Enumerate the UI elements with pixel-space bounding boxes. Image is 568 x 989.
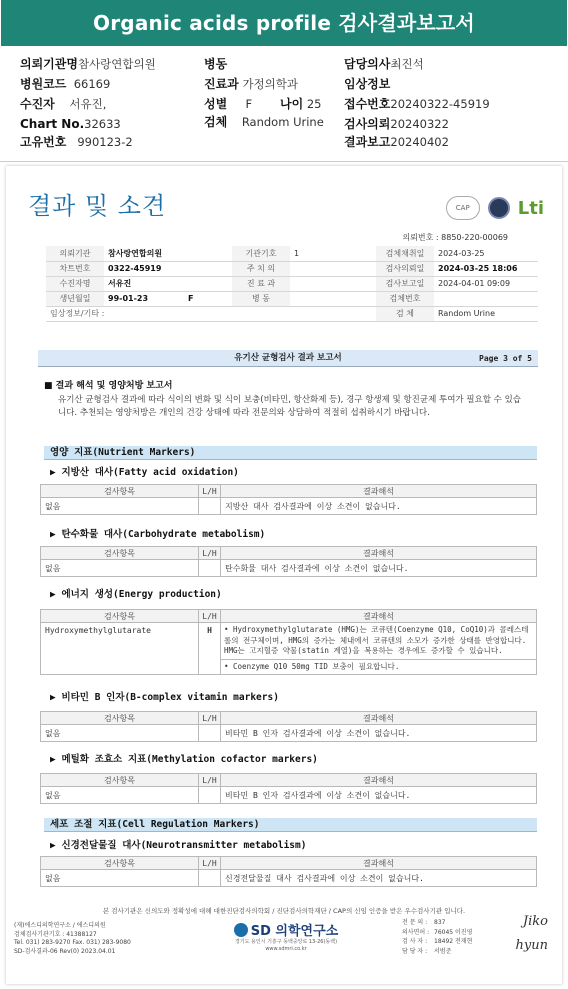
report-section-title: 결과 및 소견 <box>28 192 167 220</box>
receipt-field: 접수번호20240322-45919 <box>344 97 490 111</box>
fatty-acid-title: ▶ 지방산 대사(Fatty acid oxidation) <box>50 464 239 478</box>
energy-note: • Coenzyme Q10 50mg TID 보충이 필요합니다. <box>224 661 400 671</box>
accreditation-notice: 본 검사기관은 신의도와 정확성에 대해 대한진단검사의학회 / 진단검사의학재단 / CAP의 신임 인증을 받은 우수검사기관 입니다. <box>102 907 466 915</box>
clinical-field: 임상정보 <box>344 77 391 91</box>
report-title-bar: Organic acids profile 검사결과보고서 <box>1 0 567 46</box>
methylation-title: ▶ 메틸화 조효소 지표(Methylation cofactor markers) <box>50 751 318 765</box>
seal-logo <box>488 197 510 219</box>
request-info <box>46 232 538 322</box>
request-field: 검사의뢰20240322 <box>344 117 449 131</box>
interp-heading: ■ 결과 해석 및 영양처방 보고서 <box>44 378 173 391</box>
page-indicator: Page 3 of 5 <box>479 354 532 363</box>
info-row: 의뢰기관 참사랑연합의원 기관기호 1 검체채취일 2024-03-25 <box>46 246 538 261</box>
cell-markers-header: 세포 조절 지표(Cell Regulation Markers) <box>44 818 537 832</box>
table-row: 없음 탄수화물 대사 검사결과에 이상 소견이 없습니다. <box>41 560 537 577</box>
footer-lab-logo: SD 의학연구소 경기도 용인시 기흥구 동백중앙로 13-26(동백) www.sdmri.co.kr <box>234 924 339 952</box>
footer-lab-info: (재)에스디의학연구소 / 에스디의원 검체검사기관기호 : 41388127 Tel. 031) 283-9270 Fax. 031) 283-9080 SD-검사결과-06 Rev(0) 2023.04.01 <box>14 922 131 955</box>
report-banner: 유기산 균형검사 결과 보고서 Page 3 of 5 <box>38 350 538 367</box>
info-row: 차트번호 0322-45919 주 치 의 검사의뢰일 2024-03-25 18:06 <box>46 261 538 276</box>
report-date-field: 결과보고20240402 <box>344 135 449 149</box>
methylation-table: 검사항목 L/H 결과해석 없음 비타민 B 인자 검사결과에 이상 소견이 없습니다. <box>40 773 537 804</box>
table-row: 없음 지방산 대사 검사결과에 이상 소견이 없습니다. <box>41 498 537 515</box>
cap-logo: CAP <box>446 196 480 220</box>
info-row: 수진자명 서유진 진 료 과 검사보고일 2024-04-01 09:09 <box>46 276 538 291</box>
info-row: 임상정보/기타 : 검 체 Random Urine <box>46 306 538 321</box>
hospital-field: 의뢰기관명참사랑연합의원 <box>20 57 156 71</box>
carbohydrate-title: ▶ 탄수화물 대사(Carbohydrate metabolism) <box>50 526 265 540</box>
energy-table: 검사항목 L/H 결과해석 Hydroxymethylglutarate H • Hydroxymethylglutarate (HMG)는 코큐텐(Coenzyme Q10, CoQ10)과 콜레스테롤의 전구체이며, HMG의 증가는 체내에서 코큐텐의 소모가 증가한 상태를 반영합니다. HMG는 고지혈증 약물(statin 계열)을 복용하는 경우에도 증가할 수 있습니다. • Coenzyme Q10 50mg TID 보충이 필요합니다. <box>40 609 537 675</box>
interp-text: 유기산 균형검사 결과에 따라 식이의 변화 및 식이 보충(비타민, 항산화제 등), 경구 항생제 및 항진균제 투여가 필요할 수 있습니다. 추천되는 영양처방은 개인의 건강 상태에 따라 전문의와 상담하여 적절히 섭취하시기 바랍니다. <box>58 395 522 418</box>
nutrient-markers-header: 영양 지표(Nutrient Markers) <box>44 446 537 460</box>
patient-header <box>0 50 568 158</box>
table-row: 없음 비타민 B 인자 검사결과에 이상 소견이 없습니다. <box>41 725 537 742</box>
footer-signers: 전 문 의 : 837 의사면허 : 76045 이진영 검 사 자 : 18492 전재현 담 당 자 : 서범준 <box>402 919 473 955</box>
info-row: 생년월일 99-01-23 F 병 동 검체번호 <box>46 291 538 306</box>
patient-field: 수진자 서유진, <box>20 97 107 111</box>
code-field: 병원코드 66169 <box>20 77 111 91</box>
request-no: 의뢰번호 : 8850-220-00069 <box>402 233 508 242</box>
table-row: Hydroxymethylglutarate H • Hydroxymethylglutarate (HMG)는 코큐텐(Coenzyme Q10, CoQ10)과 콜레스테롤의 전구체이며, HMG의 증가는 체내에서 코큐텐의 소모가 증가한 상태를 반영합니다. HMG는 고지혈증 약물(statin 계열)을 복용하는 경우에도 증가할 수 있습니다. • Coenzyme Q10 50mg TID 보충이 필요합니다. <box>41 623 537 675</box>
specimen-field: 검체 Random Urine <box>204 115 324 129</box>
neurotransmitter-title: ▶ 신경전달물질 대사(Neurotransmitter metabolism) <box>50 837 306 851</box>
carbohydrate-table: 검사항목 L/H 결과해석 없음 탄수화물 대사 검사결과에 이상 소견이 없습니다. <box>40 546 537 577</box>
dept-field: 진료과 가정의학과 <box>204 77 298 91</box>
neurotransmitter-table: 검사항목 L/H 결과해석 없음 신경전달물질 대사 검사결과에 이상 소견이 없습니다. <box>40 856 537 887</box>
energy-title: ▶ 에너지 생성(Energy production) <box>50 586 222 600</box>
high-flag: H <box>199 623 221 675</box>
request-info-table <box>46 246 538 322</box>
doctor-field: 담당의사최진석 <box>344 57 424 71</box>
age-field: 나이 25 <box>280 97 322 111</box>
signature-1: Jiko <box>522 914 548 929</box>
sex-field: 성별 F <box>204 97 253 111</box>
signature-2: hyun <box>515 938 548 953</box>
ward-field: 병동 <box>204 57 228 71</box>
table-row: 없음 비타민 B 인자 검사결과에 이상 소견이 없습니다. <box>41 787 537 804</box>
energy-note: • Hydroxymethylglutarate (HMG)는 코큐텐(Coenzyme Q10, CoQ10)과 콜레스테롤의 전구체이며, HMG의 증가는 체내에서 코큐텐의 소모가 증가한 상태를 반영합니다. HMG는 고지혈증 약물(statin 계열)을 복용하는 경우에도 증가할 수 있습니다. <box>221 623 536 660</box>
accreditation-logos <box>446 194 544 222</box>
lti-logo: Lti <box>517 197 544 219</box>
fatty-acid-table: 검사항목 L/H 결과해석 없음 지방산 대사 검사결과에 이상 소견이 없습니다. <box>40 484 537 515</box>
vitamin-b-title: ▶ 비타민 B 인자(B-complex vitamin markers) <box>50 689 279 703</box>
divider <box>0 161 568 162</box>
id-field: 고유번호 990123-2 <box>20 135 133 149</box>
chart-field: Chart No.32633 <box>20 117 121 131</box>
table-row: 없음 신경전달물질 대사 검사결과에 이상 소견이 없습니다. <box>41 870 537 887</box>
sd-logo-icon <box>234 923 248 937</box>
report-page <box>6 166 562 984</box>
vitamin-b-table: 검사항목 L/H 결과해석 없음 비타민 B 인자 검사결과에 이상 소견이 없습니다. <box>40 711 537 742</box>
